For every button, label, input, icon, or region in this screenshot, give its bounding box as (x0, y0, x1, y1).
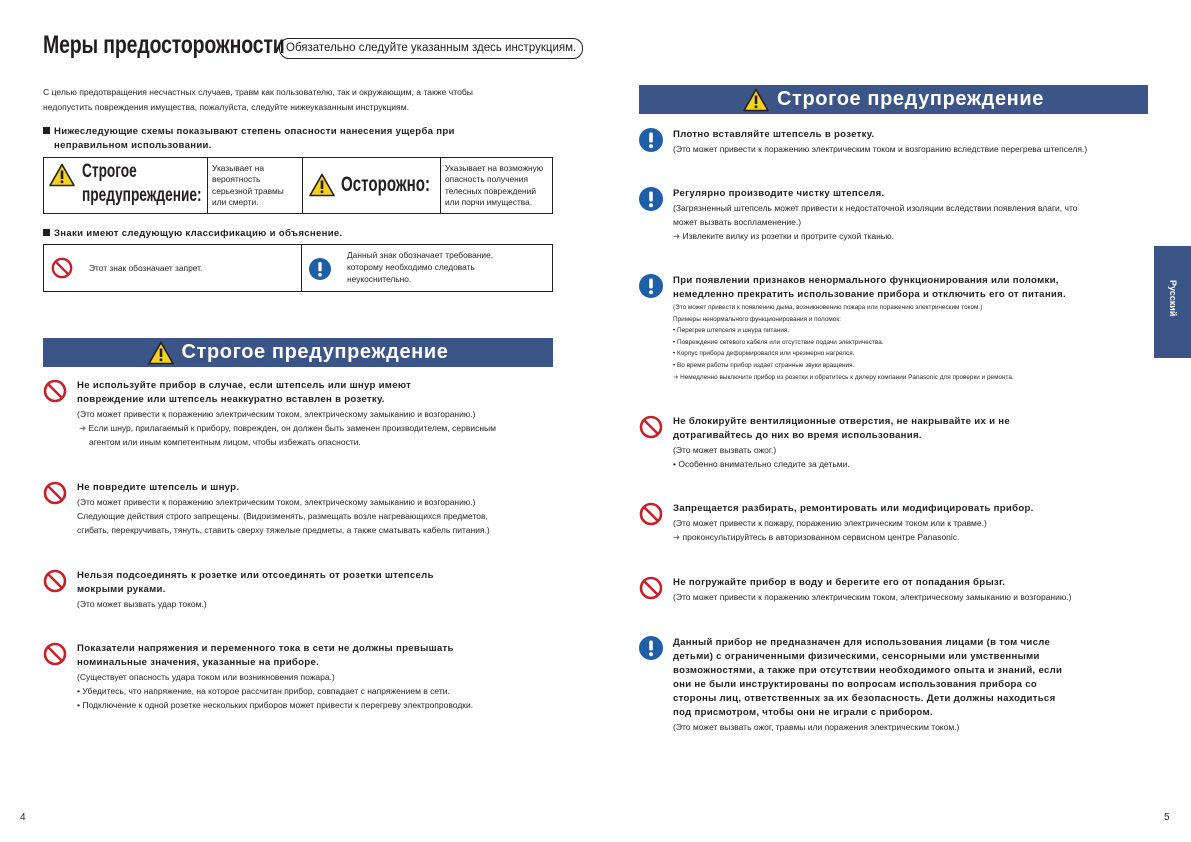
item-bullet: • Убедитесь, что напряжение, на которое рассчитан прибор, совпадает с напряжением в сети. (77, 686, 450, 696)
warning-banner-right (639, 85, 1148, 114)
caution-level-label: Осторожно: (341, 173, 431, 196)
signs-heading-text: Знаки имеют следующую классификацию и объяснение. (54, 228, 343, 239)
prohibit-icon (639, 576, 663, 600)
prohibit-icon (43, 481, 67, 505)
mandatory-icon (639, 187, 663, 211)
desc-line: серьезной травмы (212, 185, 284, 196)
item-heading: Плотно вставляйте штепсель в розетку. (673, 129, 875, 140)
item-small-text: Немедленно выключите прибор из розетки и обратитесь к дилеру компании Panasonic для проверки и ремонта. (680, 373, 1014, 381)
banner-title: Строгое предупреждение (777, 88, 1044, 110)
prohibit-icon (43, 569, 67, 593)
item-text: (Это может привести к поражению электрическим током и возгоранию вследствие перегрева штепселя.) (673, 144, 1088, 154)
arrow-right-icon: ➜ (673, 231, 681, 241)
item-heading: Нельзя подсоединять к розетке или отсоединять от розетки штепсель (77, 570, 434, 581)
item-heading: немедленно прекратить использование прибора и отключить его от питания. (673, 289, 1066, 300)
danger-levels-table (43, 157, 553, 214)
item-text: (Загрязненный штепсель может привести к недостаточной изоляции вследствии появления влаги, что (673, 203, 1078, 213)
item-heading: Регулярно производите чистку штепселя. (673, 188, 885, 199)
item-heading: Показатели напряжения и переменного тока в сети не должны превышать (77, 643, 454, 654)
item-heading: детьми) с ограниченными физическими, сенсорными или умственными (673, 651, 1040, 662)
square-bullet-icon (43, 127, 50, 134)
desc-line: Указывает на возможную (445, 162, 544, 173)
item-text: (Это может вызвать ожог.) (673, 445, 777, 455)
arrow-right-icon: ➜ (673, 373, 679, 381)
item-heading: Данный прибор не предназначен для использования лицами (в том числе (673, 637, 1051, 648)
desc-line: или порчи имущества. (445, 197, 533, 207)
desc-line: Данный знак обозначает требование, (347, 250, 494, 260)
item-text: (Это может привести к пожару, поражению электрическим током или к травме.) (673, 518, 987, 528)
warning-triangle-icon (49, 163, 75, 187)
desc-line: вероятность (212, 174, 261, 184)
warning-level-desc (208, 158, 303, 214)
item-text: (Это может привести к поражению электрическим током, электрическому замыканию и возгоранию.) (77, 497, 476, 507)
prohibit-icon (51, 257, 73, 279)
levels-heading-line: неправильном использовании. (54, 140, 212, 151)
item-heading: стороны лиц, ответственных за их безопасность. Дети должны находиться (673, 693, 1056, 704)
item-text: (Это может привести к поражению электрическим током, электрическому замыканию и возгоранию.) (77, 409, 476, 419)
prohibit-icon (639, 415, 663, 439)
item-heading: под присмотром, чтобы они не играли с прибором. (673, 707, 933, 718)
item-small-text: • Повреждение сетевого кабеля или отсутствие подачи электричества. (673, 338, 884, 346)
item-heading: возможностями, а также при отсутствии необходимого опыта и знаний, если (673, 665, 1063, 676)
warning-level-cell (44, 158, 208, 214)
warning-triangle-icon (148, 341, 174, 365)
prohibit-icon (43, 379, 67, 403)
item-text: Извлеките вилку из розетки и протрите сухой тканью. (682, 231, 894, 241)
title-pill: Обязательно следуйте указанным здесь инструкциям. (279, 38, 583, 59)
arrow-right-icon: ➜ (79, 423, 87, 433)
item-heading: Не повредите штепсель и шнур. (77, 482, 240, 493)
item-text: Следующие действия строго запрещены. (Видоизменять, размещать возле нагревающихся предметов, (77, 511, 488, 521)
mandatory-icon (639, 274, 663, 298)
caution-level-cell (303, 158, 441, 214)
desc-line: опасность получения (445, 174, 528, 184)
desc-line: неукоснительно. (347, 274, 412, 284)
page-number: 4 (20, 812, 26, 823)
signs-table (43, 244, 553, 292)
item-heading: номинальные значения, указанные на приборе. (77, 657, 320, 668)
warning-banner-left (43, 338, 553, 367)
mandatory-icon (639, 128, 663, 152)
item-text: может вызвать воспламенение.) (673, 217, 802, 227)
desc-line: Указывает на (212, 162, 265, 173)
item-small-text: • Во время работы прибор издает странные звуки вращения. (673, 361, 855, 369)
levels-heading-line: Нижеследующие схемы показывают степень опасности нанесения ущерба при (54, 126, 455, 137)
item-text: (Это может вызвать удар током.) (77, 599, 207, 609)
mandatory-sign-cell (302, 245, 553, 292)
mandatory-sign-desc (347, 249, 493, 285)
item-text: Если шнур, прилагаемый к прибору, поврежден, он должен быть заменен производителем, сервисным (88, 423, 496, 433)
item-bullet: • Особенно внимательно следите за детьми. (673, 459, 850, 469)
warning-triangle-icon (743, 88, 769, 112)
mandatory-icon (639, 636, 663, 660)
prohibit-icon (43, 642, 67, 666)
item-heading: Не используйте прибор в случае, если штепсель или шнур имеют (77, 380, 412, 391)
caution-level-desc (441, 158, 553, 214)
desc-line: которому необходимо следовать (347, 262, 475, 272)
prohibit-icon (639, 502, 663, 526)
language-tab-label: Русский (1168, 280, 1178, 317)
item-small-text: • Корпус прибора деформировался или чрезмерно нагрелся. (673, 350, 855, 358)
item-heading: При появлении признаков ненормального функционирования или поломки, (673, 275, 1059, 286)
banner-title: Строгое предупреждение (181, 341, 449, 363)
intro-line: С целью предотвращения несчастных случаев, травм как пользователю, так и окружающим, а также чтобы (43, 87, 473, 97)
intro-text (43, 85, 553, 114)
warning-level-label: Строгое (82, 161, 137, 182)
signs-heading (43, 227, 343, 241)
prohibit-sign-cell (44, 245, 302, 292)
arrow-right-icon: ➜ (673, 532, 681, 542)
item-heading: мокрыми руками. (77, 584, 166, 595)
item-small-text: (Это может привести к появлению дыма, возникновению пожара или поражению электрическим током.) (673, 304, 983, 311)
item-heading: дотрагивайтесь до них во время использования. (673, 430, 922, 441)
language-tab (1154, 246, 1191, 358)
item-small-text: • Перегрев штепселя и шнура питания. (673, 327, 790, 335)
mandatory-icon (309, 258, 331, 280)
square-bullet-icon (43, 229, 50, 236)
item-heading: повреждение или штепсель неаккуратно вставлен в розетку. (77, 394, 385, 405)
warning-level-label: предупреждение: (82, 185, 202, 206)
item-text: проконсультируйтесь в авторизованном сервисном центре Panasonic. (682, 532, 960, 542)
item-text: сгибать, перекручивать, тянуть, ставить сверху тяжелые предметы, а также сматывать кабель питания.) (77, 525, 490, 535)
desc-line: или смерти. (212, 197, 259, 207)
item-text: (Это может вызвать ожог, травмы или поражения электрическим током.) (673, 722, 960, 732)
item-heading: Не блокируйте вентиляционные отверстия, не накрывайте их и не (673, 416, 1010, 427)
desc-line: телесных повреждений (445, 185, 537, 196)
item-small-text: Примеры ненормального функционирования и поломок: (673, 315, 841, 323)
item-text: (Это может привести к поражению электрическим током, электрическому замыканию и возгоранию.) (673, 592, 1072, 602)
page-number: 5 (1164, 812, 1170, 823)
prohibit-sign-desc: Этот знак обозначает запрет. (89, 263, 203, 273)
warning-triangle-icon (309, 173, 335, 197)
levels-heading (43, 125, 455, 153)
page-title: Меры предосторожности (43, 31, 285, 59)
item-text: агентом или иным компетентным лицом, чтобы избежать опасности. (89, 437, 361, 447)
intro-line: недопустить повреждения имущества, пожалуйста, следуйте нижеуказанным инструкциям. (43, 101, 409, 112)
item-bullet: • Подключение к одной розетке нескольких приборов может привести к перегреву электропроводки. (77, 700, 474, 710)
item-text: (Существует опасность удара током или возникновения пожара.) (77, 672, 335, 682)
item-heading: они не были инструктированы по вопросам использования прибора со (673, 679, 1038, 690)
item-heading: Не погружайте прибор в воду и берегите его от попадания брызг. (673, 577, 1006, 588)
item-heading: Запрещается разбирать, ремонтировать или модифицировать прибор. (673, 503, 1034, 514)
